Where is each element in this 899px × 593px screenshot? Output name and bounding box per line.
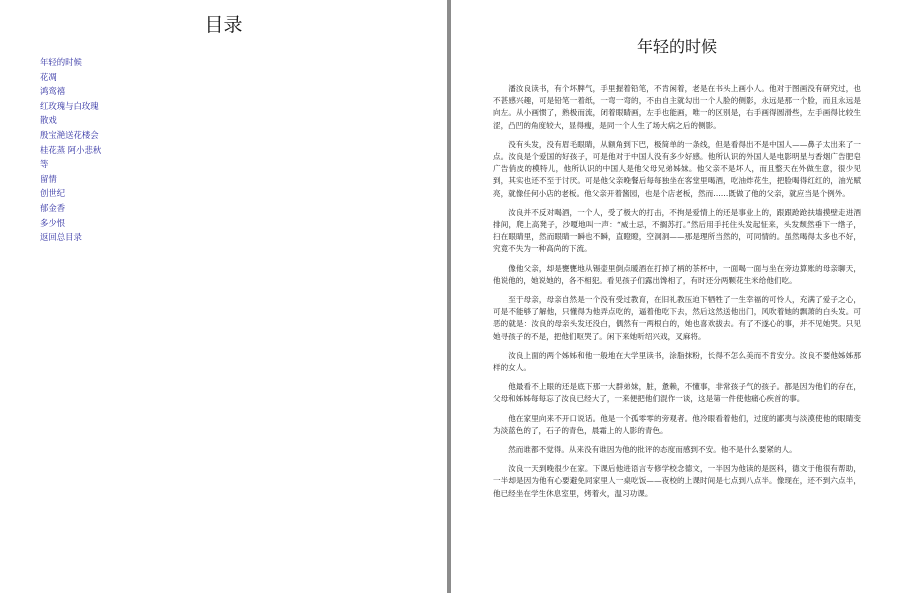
body-paragraph: 至于母亲，母亲自然是一个没有受过教育，在旧礼教压迫下牺牲了一生幸福的可怜人，充满了爱子之心，可是不能够了解他，只懂得为他弄点吃的，逼着他吃下去，然后这然送他出门，风吹着她的飘萧的白头发。可恶的就是：汝良的母亲头发还没白，偶然有一两根白的，她也喜欢拔去。有了不遂心的事，并不见她哭。只见她寻孩子的不是，把他们呕哭了。闲下来她听绍兴戏，叉麻将。 xyxy=(493,295,861,341)
body-paragraph: 汝良一天到晚很少在家。下课后他进语言专修学校念德文，一半因为他读的是医科，德文于他很有帮助，一半却是因为他有心要避免同家里人一桌吃饭——夜校的上课时间是七点到八点半。像现在，还不到六点半，他已经坐在学生休息室里，烤着火，温习功课。 xyxy=(493,464,861,498)
toc-link-guihuazheng[interactable]: 桂花蒸 阿小悲秋 xyxy=(40,144,102,155)
toc-sidebar[interactable] xyxy=(0,0,447,593)
chapter-title: 年轻的时候 xyxy=(636,37,717,56)
toc-link-duoshaohen[interactable]: 多少恨 xyxy=(40,217,66,228)
toc-link-sanxi[interactable]: 散戏 xyxy=(40,115,57,126)
body-paragraph: 然而谁都不觉得。从来没有谁因为他的批评的态度而感到不安。他不是什么要紧的人。 xyxy=(508,445,797,455)
document-pane[interactable] xyxy=(451,0,899,593)
body-paragraph: 潘汝良读书，有个坏脾气，手里握着铅笔，不肯闲着，老是在书头上画小人。他对于图画没有研究过，也不甚感兴趣，可是铅笔一着纸，一弯一弯的，不由自主就勾出一个人脸的侧影，永远是那一个脸，而且永远是向左。从小画惯了，熟极而流，闭着眼睛画，左手也能画，唯一的区别是，右手画得圆滑些，左手画得比较生涩，凸凹的角度较大，显得瘦，是同一个人生了场大病之后的侧影。 xyxy=(493,84,861,130)
toc-link-yujinxiang[interactable]: 郁金香 xyxy=(40,202,66,213)
toc-title: 目录 xyxy=(204,14,243,36)
toc-link-huadiao[interactable]: 花凋 xyxy=(40,71,57,82)
toc-link-hongluanxi[interactable]: 鸿鸾禧 xyxy=(40,86,66,97)
toc-link-liuqing[interactable]: 留情 xyxy=(40,173,57,184)
toc-link-yinbaoyan[interactable]: 殷宝滟送花楼会 xyxy=(40,129,99,140)
body-paragraph: 他在家里向来不开口说话。他是一个孤零零的旁观者。他冷眼看着他们，过度的鄙夷与淡漠使他的眼睛变为淡蓝色的了，石子的青色，晨霜上的人影的青色。 xyxy=(493,413,861,435)
body-paragraph: 像他父亲，却是甕甕地从锡壶里倒点暖酒在打掉了柄的茶杯中，一面喝一面与坐在旁边算账的母亲聊天，他说他的，她说她的，各不相犯。看见孩子们露出馋相了，有时还分两颗花生米给他们吃。 xyxy=(493,263,861,285)
toc-link-nianqing[interactable]: 年轻的时候 xyxy=(40,57,82,67)
toc-link-hongmeigui[interactable]: 红玫瑰与白玫瑰 xyxy=(40,100,99,111)
body-paragraph: 汝良上面的两个姊姊和他一般地在大学里读书，涂脂抹粉，长得不怎么美而不肯安分。汝良不要他姊姊那样的女人。 xyxy=(493,350,861,373)
body-paragraph: 他最看不上眼的还是底下那一大群弟妹，脏，惫赖，不懂事，非常孩子气的孩子。都是因为他们的存在，父母和姊姊每每忘了汝良已经大了，一来便把他们混作一谈，这是第一件使他痛心疾首的事。 xyxy=(493,382,861,404)
body-paragraph: 没有头发，没有眉毛眼睛，从额角到下巴，极简单的一条线，但是看得出不是中国人——鼻子太出来了一点。汝良是个爱国的好孩子，可是他对于中国人没有多少好感。他所认识的外国人是电影明星与香烟广告肥皂广告俏皮的模特儿，他所认识的中国人是他父母兄弟姊妹。他父亲不是坏人，而且整天在外做生意，很少见到，其实也还不至于讨厌。可是他父亲晚餐后每每独坐在客堂里喝酒，吃油炸花生，把脸喝得红红的，油光赋亮，就像任何小店的老板。他父亲开着酱园，也是个店老板，然而……既做了他的父亲，就应当是个例外。 xyxy=(493,139,861,198)
toc-link-chuangshiji[interactable]: 创世纪 xyxy=(40,188,66,199)
toc-link-back-to-index[interactable]: 返回总目录 xyxy=(40,232,82,243)
toc-list xyxy=(40,55,447,245)
body-paragraph: 汝良并不反对喝酒，一个人，受了极大的打击，不拘是爱情上的还是事业上的，跟跟跄跄扶墙摸壁走进酒排间，爬上高凳子，沙嗄地叫一声：“威士忌，不搁苏打。”然后用手托住头发起怔来，头发颓然垂下一绺子，扫在眼睛里，然而眼睛一瞬也不瞬，直瞪瞪，空洞洞——那是理所当然的，可同情的。虽然喝得太多也不好，究竟不失为一种高尚的下流。 xyxy=(493,207,861,254)
toc-link-deng[interactable]: 等 xyxy=(40,159,49,170)
